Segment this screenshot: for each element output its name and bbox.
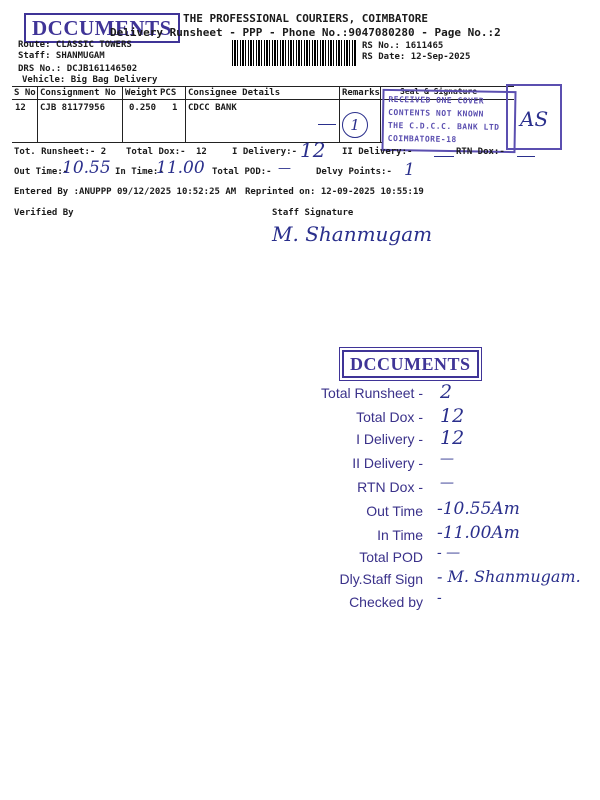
tot-runsheet: Tot. Runsheet:- 2 [14, 147, 107, 157]
col-header-consignee: Consignee Details [188, 88, 281, 98]
remark-circled-number: 1 [342, 112, 368, 138]
stamp-row-label: II Delivery - [352, 455, 423, 471]
in-time-hand: 11.00 [156, 158, 205, 178]
stamp-row-value: 2 [440, 381, 453, 403]
col-header-sno: S No [14, 88, 36, 98]
stamp-row-value: -10.55Am [437, 499, 520, 519]
delvy-points-label: Delvy Points:- [316, 167, 392, 177]
col-header-weight: Weight [125, 88, 158, 98]
company-name: THE PROFESSIONAL COURIERS, COIMBATORE [183, 12, 429, 25]
remark-dash [318, 124, 336, 125]
stamp-row-label: Total Dox - [356, 409, 423, 425]
i-delivery-hand: 12 [300, 138, 326, 162]
stamp-row-label: Total Runsheet - [321, 385, 423, 401]
total-pod-hand: — [278, 161, 291, 176]
col-header-pcs: PCS [160, 88, 177, 98]
stamp-row-value: - [437, 590, 442, 606]
stamp-row-label: Total POD [359, 549, 423, 565]
col-header-seal: Seal & Signature [400, 87, 478, 96]
seal-line-3: THE C.D.C.C. BANK LTD [387, 120, 500, 132]
route-text: Route: CLASSIC TOWERS [18, 40, 132, 50]
seal-line-2: CONTENTS NOT KNOWN [388, 107, 484, 119]
delvy-points-hand: 1 [404, 160, 415, 180]
cell-pcs: 1 [172, 103, 178, 113]
staff-text: Staff: SHANMUGAM [18, 51, 105, 61]
stamp-row-value: 12 [440, 405, 465, 427]
reprinted-on: Reprinted on: 12-09-2025 10:55:19 [245, 187, 424, 197]
seal-line-4: COIMBATORE-18 [387, 133, 457, 145]
stamp-row-label: Dly.Staff Sign [339, 571, 423, 587]
cell-consignee: CDCC BANK [188, 103, 237, 113]
out-time-hand: 10.55 [62, 158, 111, 178]
stamp-row-label: Checked by [349, 594, 423, 610]
ii-delivery-dash [434, 156, 454, 157]
runsheet-title: Delivery Runsheet - PPP - Phone No.:9047080280 - Page No.:2 [110, 26, 501, 39]
cell-consignment: CJB 81177956 [40, 103, 106, 113]
drs-number: DRS No.: DCJB161146502 [18, 64, 138, 74]
barcode-image [232, 40, 356, 66]
bank-seal-stamp [381, 89, 516, 153]
i-delivery-label: I Delivery:- [232, 147, 298, 157]
vehicle-text: Vehicle: Big Bag Delivery [22, 75, 158, 85]
stamp-row-value: — [440, 475, 454, 491]
stamp-row-value: - — [437, 545, 461, 561]
stamp-row-label: I Delivery - [356, 431, 423, 447]
cell-weight: 0.250 [129, 103, 157, 113]
cell-sno: 12 [15, 103, 26, 113]
totals-divider [12, 142, 382, 143]
rtn-dox-label: RTN Dox:- [456, 147, 505, 157]
stamp-row-value: — [440, 451, 454, 467]
stamp-row-label: RTN Dox - [357, 479, 423, 495]
total-pod-label: Total POD:- [212, 167, 272, 177]
stamp-row-label: In Time [377, 527, 423, 543]
entered-by: Entered By :ANUPPP 09/12/2025 10:52:25 AM [14, 187, 237, 197]
seal-initials: AS [520, 107, 549, 131]
col-header-remarks: Remarks [342, 88, 380, 98]
rtn-dox-dash [517, 156, 535, 157]
stamp-row-label: Out Time [366, 503, 423, 519]
seal-line-1: RECEIVED ONE COVER [388, 94, 485, 106]
col-header-consignment: Consignment No [40, 88, 116, 98]
documents-stamp-bottom: DCCUMENTS [342, 350, 479, 378]
stamp-row-value: -11.00Am [437, 523, 520, 543]
total-dox-label: Total Dox:- [126, 147, 186, 157]
total-dox-value: 12 [196, 147, 207, 157]
verified-by-label: Verified By [14, 208, 74, 218]
staff-signature: M. Shanmugam [272, 222, 433, 246]
staff-signature-label: Staff Signature [272, 208, 354, 218]
ii-delivery-label: II Delivery:- [342, 147, 413, 157]
rs-number: RS No.: 1611465 [362, 41, 444, 51]
in-time-label: In Time:- [115, 167, 164, 177]
rs-date: RS Date: 12-Sep-2025 [362, 52, 471, 62]
documents-stamp-top: DCCUMENTS [24, 13, 180, 43]
out-time-label: Out Time:- [14, 167, 69, 177]
stamp-row-value: - M. Shanmugam. [437, 567, 581, 586]
stamp-row-value: 12 [440, 427, 465, 449]
